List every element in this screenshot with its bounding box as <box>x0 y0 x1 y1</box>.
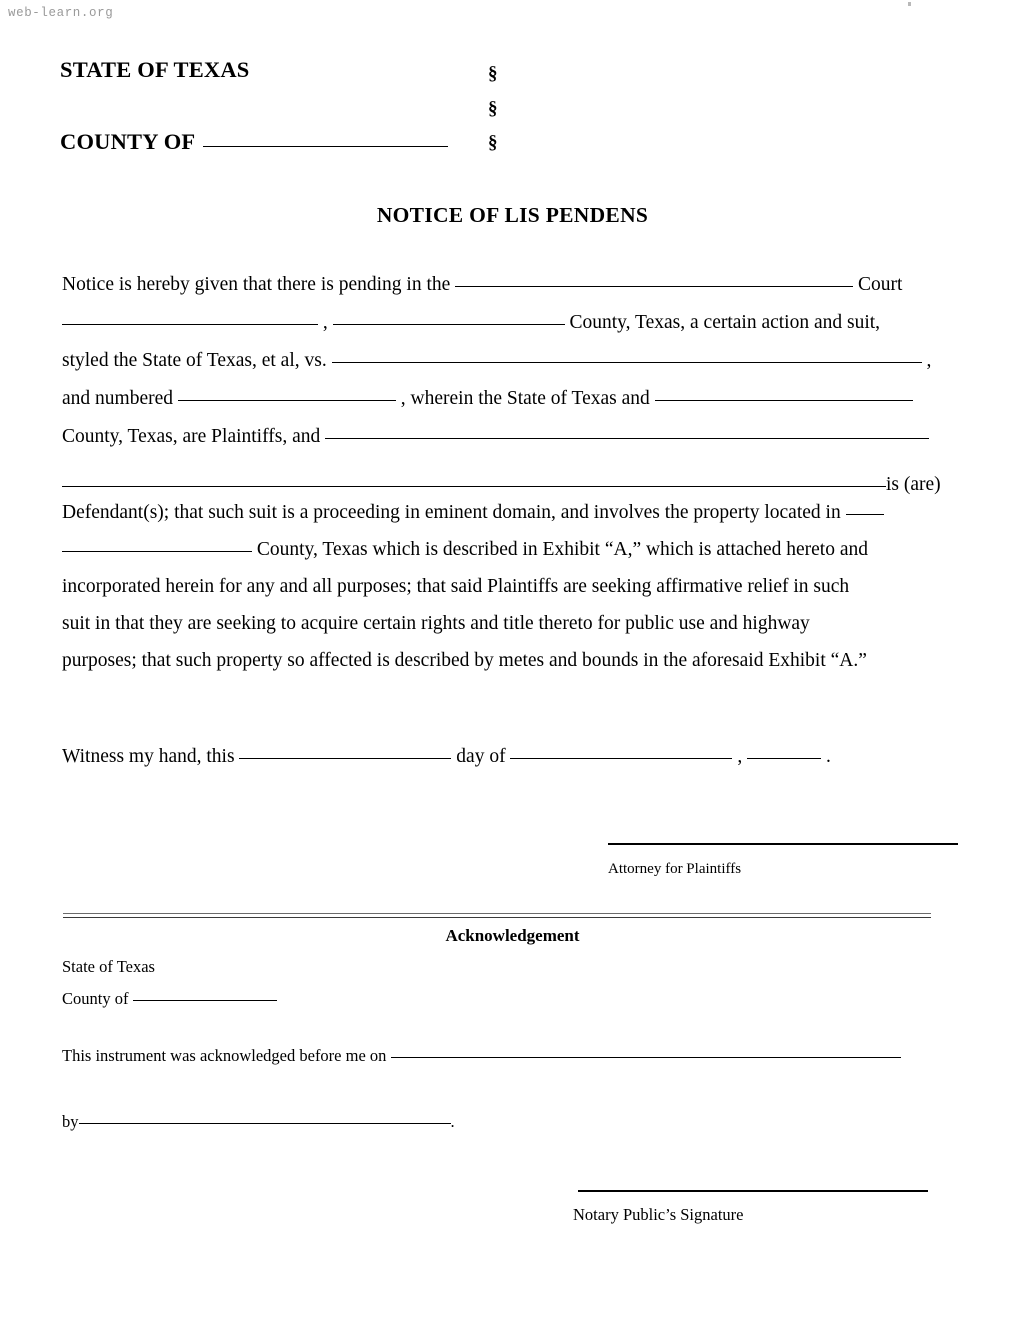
section-divider <box>63 913 931 918</box>
para-line-3-text: incorporated herein for any and all purposes; that said Plaintiffs are seeking affirmative relief in such <box>62 576 850 597</box>
caption-block <box>60 57 530 167</box>
section-mark-1: § <box>488 63 498 84</box>
state-of-texas-row <box>60 57 530 95</box>
para-line-2-text: County, Texas which is described in Exhibit “A,” which is attached hereto and <box>252 539 868 560</box>
para-line-4-text: suit in that they are seeking to acquire certain rights and title thereto for public use and highway <box>62 613 810 634</box>
witness-line <box>62 746 831 768</box>
body-line-5 <box>62 426 962 474</box>
body-line-4-text-b: , wherein the State of Texas and <box>395 388 655 409</box>
body-line-3-text-a: styled the State of Texas, et al, vs. <box>62 350 332 371</box>
section-marks-column <box>488 57 498 161</box>
ack-instrument-line <box>62 1046 962 1066</box>
para-line-4 <box>62 613 962 650</box>
witness-month-blank[interactable] <box>510 758 732 759</box>
body-line-2-text-b: County, Texas, a certain action and suit, <box>564 312 881 333</box>
witness-text-2: day of <box>451 746 511 767</box>
court-number-blank[interactable] <box>62 324 318 325</box>
para-line-3 <box>62 576 962 613</box>
notary-signature-label: Notary Public’s Signature <box>573 1205 744 1224</box>
cause-number-blank[interactable] <box>178 400 396 401</box>
county-name-blank[interactable] <box>203 146 448 147</box>
para-line-1-text: Defendant(s); that such suit is a proceeding in eminent domain, and involves the property located in <box>62 502 846 523</box>
county-of-row <box>60 129 530 167</box>
notary-signature-line[interactable] <box>578 1190 928 1192</box>
witness-text-4: . <box>821 746 831 767</box>
ack-by-blank[interactable] <box>79 1123 451 1124</box>
ack-by-label: by <box>62 1112 79 1131</box>
defendant-style-blank[interactable] <box>332 362 922 363</box>
notice-paragraph <box>62 502 962 687</box>
body-line-1 <box>62 274 962 312</box>
document-title: NOTICE OF LIS PENDENS <box>376 203 649 227</box>
ack-county-blank[interactable] <box>133 1000 277 1001</box>
ack-date-blank[interactable] <box>391 1057 901 1058</box>
spacer-row <box>60 95 530 129</box>
defendant-name-blank-2[interactable] <box>62 486 886 487</box>
attorney-signature-label: Attorney for Plaintiffs <box>608 861 742 877</box>
ack-state-text: State of Texas <box>62 957 155 976</box>
para-line-5-text: purposes; that such property so affected is described by metes and bounds in the aforesaid Exhibit “A.” <box>62 650 867 671</box>
para-line-5 <box>62 650 962 687</box>
state-of-texas-label: STATE OF TEXAS <box>60 57 250 82</box>
witness-day-blank[interactable] <box>239 758 451 759</box>
body-line-4 <box>62 388 962 426</box>
property-county-blank-part2[interactable] <box>62 551 252 552</box>
ack-by-line <box>62 1112 455 1132</box>
ack-county-label: County of <box>62 989 133 1008</box>
witness-text-1: Witness my hand, this <box>62 746 240 767</box>
body-line-5-text-a: County, Texas, are Plaintiffs, and <box>62 426 326 447</box>
body-line-3 <box>62 350 962 388</box>
section-mark-3: § <box>488 132 498 153</box>
ack-county-line <box>62 989 962 1021</box>
acknowledgement-block <box>62 957 962 1021</box>
para-line-1 <box>62 502 962 539</box>
scan-artifact-speck <box>908 2 911 6</box>
court-name-blank[interactable] <box>455 286 853 287</box>
para-line-2 <box>62 539 962 576</box>
body-line-6-text-b: is (are) <box>886 474 941 495</box>
property-county-blank-part1[interactable] <box>846 514 884 515</box>
ack-state-line <box>62 957 962 989</box>
body-line-1-text-b: Court <box>853 274 903 295</box>
section-mark-2: § <box>488 97 498 119</box>
defendant-name-blank-1[interactable] <box>325 438 929 439</box>
body-line-4-text-a: and numbered <box>62 388 178 409</box>
attorney-signature-line[interactable] <box>608 843 958 845</box>
ack-instrument-text: This instrument was acknowledged before me on <box>62 1046 391 1065</box>
body-line-1-text-a: Notice is hereby given that there is pending in the <box>62 274 456 295</box>
body-line-3-text-b: , <box>921 350 932 371</box>
plaintiff-county-blank[interactable] <box>655 400 913 401</box>
body-line-2-text-a: , <box>318 312 333 333</box>
ack-by-period: . <box>450 1112 455 1131</box>
witness-text-3: , <box>732 746 748 767</box>
body-line-2 <box>62 312 962 350</box>
county-blank[interactable] <box>333 324 565 325</box>
county-of-label: COUNTY OF <box>60 129 196 154</box>
witness-year-blank[interactable] <box>747 758 821 759</box>
acknowledgement-title: Acknowledgement <box>445 926 580 945</box>
notice-body <box>62 274 962 512</box>
site-watermark: web-learn.org <box>8 6 114 20</box>
